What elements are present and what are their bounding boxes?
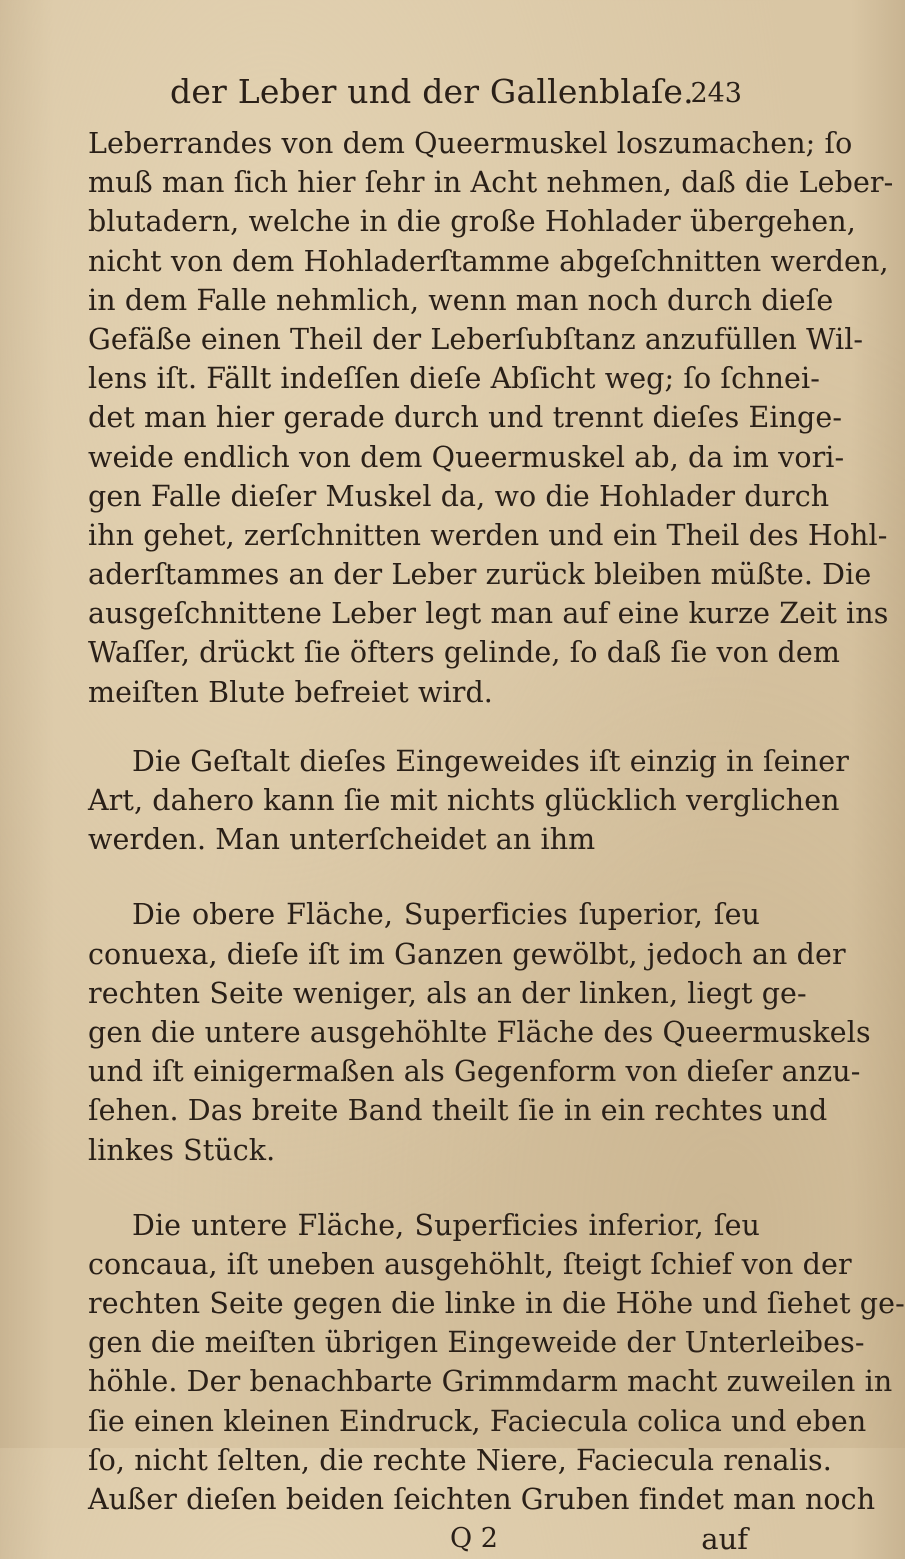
paragraph-3 (88, 895, 871, 1169)
text-line: ſie einen kleinen Eindruck, Faciecula colica und eben (88, 1404, 867, 1438)
text-line: gen die meiſten übrigen Eingeweide der Unterleibes- (88, 1326, 865, 1360)
text-line: Waſſer, drückt ſie öfters gelinde, ſo daß ſie von dem (88, 636, 840, 670)
text-line: concaua, iſt uneben ausgehöhlt, ſteigt ſchief von der (88, 1247, 852, 1281)
paragraph-gap (88, 1170, 760, 1206)
text-line: Art, dahero kann ſie mit nichts glücklich verglichen (88, 784, 840, 817)
text-line: gen Falle dieſer Muskel da, wo die Hohlader durch (88, 479, 830, 513)
text-line: conuexa, dieſe iſt im Ganzen gewölbt, jedoch an der (88, 937, 846, 971)
text-line: Die obere Fläche, Superficies ſuperior, ſeu (132, 898, 760, 932)
text-line: weide endlich von dem Queermuskel ab, da im vori- (88, 440, 845, 474)
paragraph-gap (88, 859, 760, 895)
text-line: ſehen. Das breite Band theilt ſie in ein rechtes und (88, 1094, 828, 1128)
text-line: rechten Seite gegen die linke in die Höhe und ſiehet ge- (88, 1287, 905, 1321)
text-line: lens iſt. Fällt indeſſen dieſe Abſicht weg; ſo ſchnei- (88, 362, 820, 396)
text-line: linkes Stück. (88, 1133, 276, 1167)
text-line: blutadern, welche in die große Hohlader übergehen, (88, 205, 856, 239)
text-line: und iſt einigermaßen als Gegenform von dieſer anzu- (88, 1055, 861, 1089)
catchword: auf (701, 1522, 748, 1557)
text-line: Gefäße einen Theil der Leberſubſtanz anzufüllen Wil- (88, 322, 864, 356)
text-line: rechten Seite weniger, als an der linken, liegt ge- (88, 976, 807, 1010)
text-line: ſo, nicht ſelten, die rechte Niere, Faciecula renalis. (88, 1443, 832, 1477)
text-line: Die untere Fläche, Superficies inferior, ſeu (132, 1208, 760, 1242)
paragraph-gap (88, 712, 760, 742)
signature-mark: Q 2 (450, 1523, 498, 1555)
text-line: Die Geſtalt dieſes Eingeweides iſt einzig in ſeiner (132, 744, 849, 778)
paragraph-2 (88, 742, 849, 860)
text-line: Außer dieſen beiden ſeichten Gruben findet man noch (88, 1483, 876, 1516)
text-line: muß man ſich hier ſehr in Acht nehmen, daß die Leber- (88, 166, 894, 200)
text-line: aderſtammes an der Leber zurück bleiben müßte. Die (88, 558, 872, 592)
paragraph-4 (88, 1206, 905, 1520)
text-line: ihn gehet, zerſchnitten werden und ein Theil des Hohl- (88, 518, 888, 552)
paragraph-1 (88, 124, 894, 712)
page-header (88, 72, 760, 120)
text-line: det man hier gerade durch und trennt dieſes Einge- (88, 401, 843, 435)
text-line: höhle. Der benachbarte Grimmdarm macht zuweilen in (88, 1365, 893, 1399)
page-footer (88, 1519, 760, 1559)
text-line: ausgeſchnittene Leber legt man auf eine kurze Zeit ins (88, 597, 889, 631)
text-line: in dem Falle nehmlich, wenn man noch durch dieſe (88, 283, 834, 317)
text-line: gen die untere ausgehöhlte Fläche des Queermuskels (88, 1015, 871, 1049)
text-line: Leberrandes von dem Queermuskel loszumachen; ſo (88, 127, 853, 160)
body-text (88, 124, 905, 1559)
text-line: nicht von dem Hohladerſtamme abgeſchnitten werden, (88, 244, 889, 278)
text-line: werden. Man unterſcheidet an ihm (88, 823, 596, 857)
text-line: meiſten Blute befreiet wird. (88, 675, 493, 709)
running-title: der Leber und der Gallenblaſe. (170, 72, 694, 111)
page-number: 243 (690, 78, 742, 109)
